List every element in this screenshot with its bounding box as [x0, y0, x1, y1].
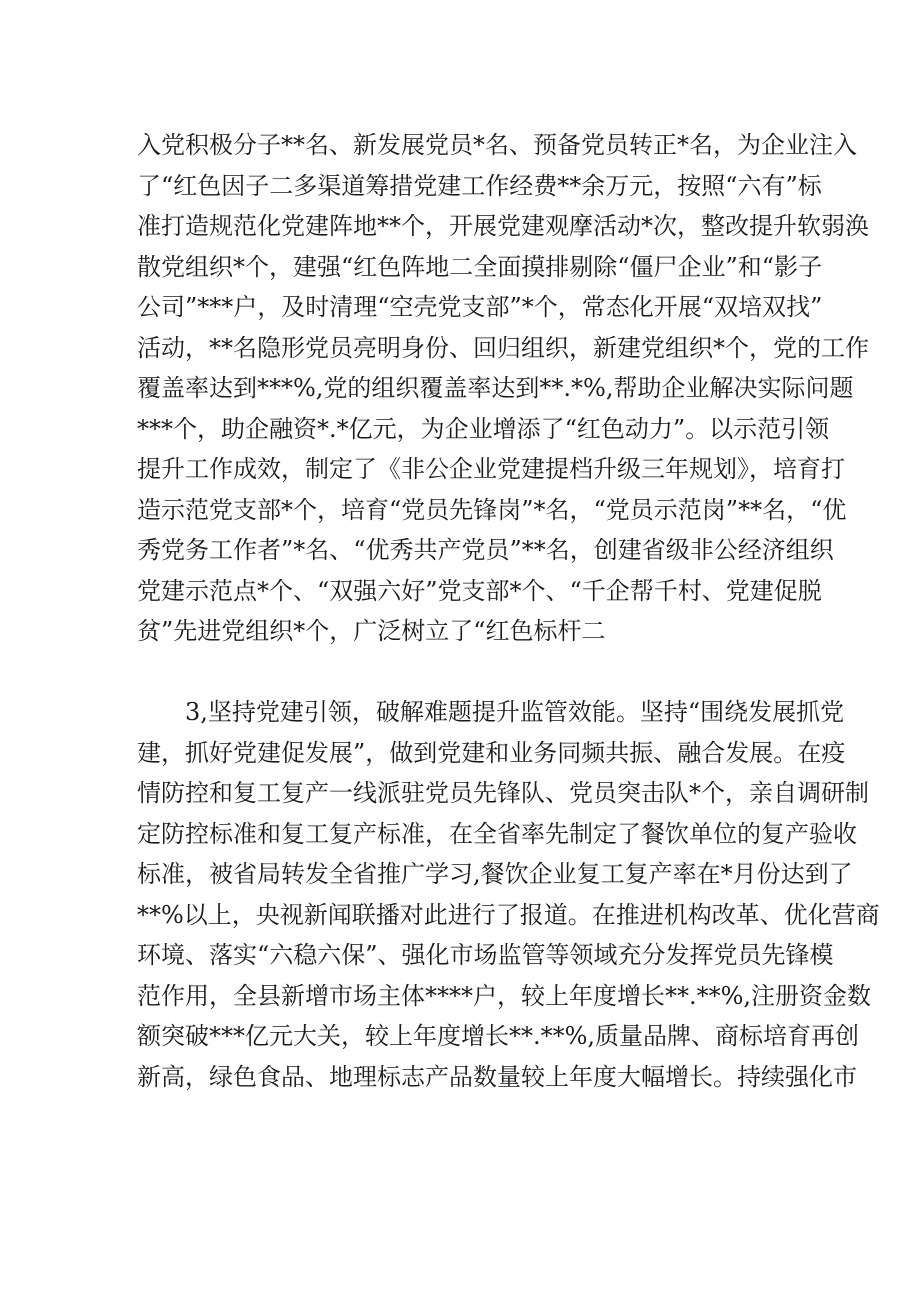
paragraph-2-line: 额突破***亿元大关，较上年度增长**.**%,质量品牌、商标培育再创	[137, 1022, 860, 1050]
paragraph-1-line: 覆盖率达到***%,党的组织覆盖率达到**.*%,帮助企业解决实际问题	[137, 374, 854, 402]
paragraph-2-line: 情防控和复工复产一线派驻党员先锋队、党员突击队*个，亲自调研制	[137, 779, 869, 807]
paragraph-2-line: **%以上，央视新闻联播对此进行了报道。在推进机构改革、优化营商	[137, 900, 880, 929]
paragraph-1-line: 公司”***户，及时清理“空壳党支部”*个，常态化开展“双培双找”	[137, 293, 823, 321]
paragraph-2-line: 3,坚持党建引领，破解难题提升监管效能。坚持“围绕发展抓党	[185, 698, 845, 726]
paragraph-2-line: 环境、落实“六稳六保”、强化市场监管等领域充分发挥党员先锋模	[137, 941, 834, 969]
paragraph-1-line: 入党积极分子**名、新发展党员*名、预备党员转正*名，为企业注入	[137, 131, 857, 159]
paragraph-1-line: 贫”先进党组织*个，广泛树立了“红色标杆二	[137, 617, 606, 645]
paragraph-1-line: 提升工作成效，制定了《非公企业党建提档升级三年规划》，培育打	[137, 455, 845, 483]
paragraph-2-line: 建，抓好党建促发展”，做到党建和业务同频共振、融合发展。在疫	[137, 738, 846, 767]
paragraph-1-line: 了“红色因子二多渠道筹措党建工作经费**余万元，按照“六有”标	[137, 171, 822, 200]
paragraph-2-line: 定防控标准和复工复产标准，在全省率先制定了餐饮单位的复产验收	[137, 819, 857, 848]
paragraph-2-line: 新高，绿色食品、地理标志产品数量较上年度大幅增长。持续强化市	[137, 1062, 857, 1091]
paragraph-2-line: 标准，被省局转发全省推广学习,餐饮企业复工复产率在*月份达到了	[137, 860, 853, 888]
paragraph-1-line: 活动，**名隐形党员亮明身份、回归组织，新建党组织*个，党的工作	[137, 333, 869, 362]
paragraph-1-line: 造示范党支部*个，培育“党员先锋岗”*名，“党员示范岗”**名，“优	[137, 495, 847, 524]
paragraph-2-line: 范作用，全县新增市场主体****户，较上年度增长**.**%,注册资金数	[137, 981, 872, 1010]
paragraph-1-line: ***个，助企融资*.*亿元，为企业增添了“红色动力”。以示范引领	[137, 414, 830, 443]
paragraph-1-line: 党建示范点*个、“双强六好”党支部*个、“千企帮千村、党建促脱	[137, 576, 822, 605]
paragraph-1-line: 准打造规范化党建阵地**个，开展党建观摩活动*次，整改提升软弱涣	[137, 212, 869, 240]
paragraph-1-line: 散党组织*个，建强“红色阵地二全面摸排剔除“僵尸企业”和“影子	[137, 252, 823, 281]
paragraph-1-line: 秀党务工作者”*名、“优秀共产党员”**名，创建省级非公经济组织	[137, 536, 834, 564]
